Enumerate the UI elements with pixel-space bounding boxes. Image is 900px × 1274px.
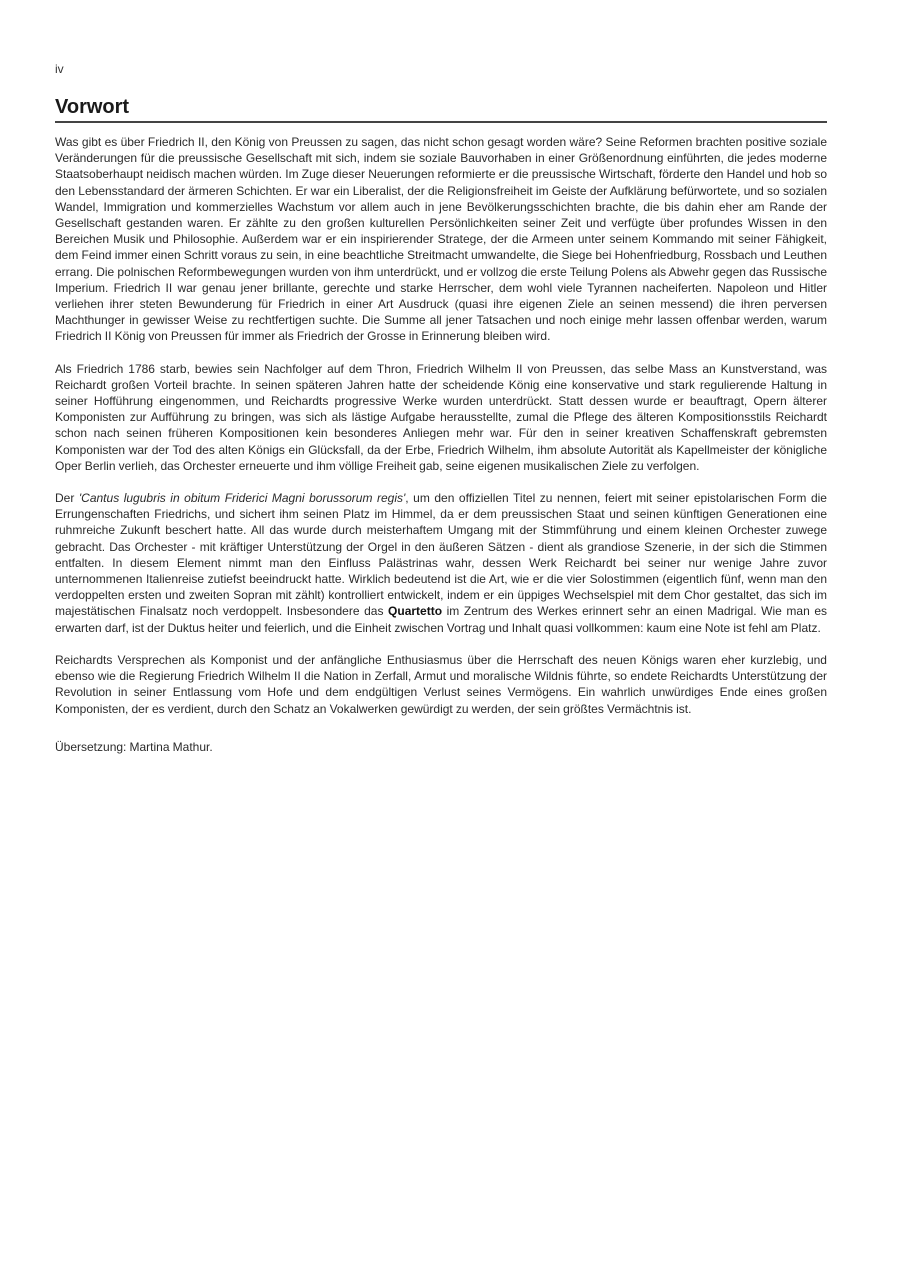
content-body (55, 134, 827, 771)
cantus-intro-text: Der (55, 491, 79, 506)
cantus-closing-text: im Zentrum des Werkes erinnert sehr an einen Madrigal. Wie man es erwarten darf, ist der Duktus heiter und feierlich, und die Einheit zwischen Vortrag und Inhalt quasi vollkommen: kaum eine Note ist fehl am Platz. (55, 604, 827, 635)
translation-credit: Übersetzung: Martina Mathur. (55, 739, 213, 754)
quartetto-term: Quartetto (388, 604, 443, 619)
page-number: iv (55, 62, 64, 76)
paragraph-reichardt-end: Reichardts Versprechen als Komponist und der anfängliche Enthusiasmus über die Herrschaft des neuen Königs waren eher kurzlebig, und ebenso wie die Regierung Friedrich Wilhelm II die Nation in Zerfall, Armut und moralische Wildnis führte, so endete Reichardts Unterstützung der Revolution in seiner Entlassung vom Hofe und dem endgültigen Verlust seines Vermögens. Ein wahrlich unwürdiges Ende eines großen Komponisten, der es verdient, durch den Schatz an Vokalwerken gewürdigt zu werden, der sein größtes Vermächtnis ist. (55, 652, 827, 716)
page-title: Vorwort (55, 95, 827, 123)
paragraph-succession: Als Friedrich 1786 starb, bewies sein Nachfolger auf dem Thron, Friedrich Wilhelm II von Preussen, das selbe Mass an Kunstverstand, was Reichardt großen Vorteil brachte. In seinen späteren Jahren hatte der scheidende König eine konservative und stark regulierende Haltung in seiner Hofführung eingenommen, und Reichardts progressive Werke wurden unterdrückt. Statt dessen wurde er beauftragt, Opern älterer Komponisten zur Aufführung zu bringen, was sich als lästige Aufgabe herausstellte, zumal die Pflege des älteren Kompositionsstils Reichardt schon nach seinen früheren Kompositionen kein besonderes Anliegen mehr war. Für den in seiner kreativen Schaffenskraft gebremsten Komponisten war der Tod des alten Königs ein Glücksfall, da der Erbe, Friedrich Wilhelm, ihm absolute Autorität als Kapellmeister der königliche Oper Berlin verlieh, das Orchester erneuerte und ihm völlige Freiheit gab, seine eigenen musikalischen Ziele zu verfolgen. (55, 361, 827, 473)
paragraph-cantus (55, 490, 827, 636)
paragraph-friedrich-ii: Was gibt es über Friedrich II, den König von Preussen zu sagen, das nicht schon gesagt worden wäre? Seine Reformen brachten positive soziale Veränderungen für die preussische Gesellschaft mit sich, indem sie soziale Bauvorhaben in einer Größenordnung einführten, die jedes moderne Staatsoberhaupt neidisch machen würden. Im Zuge dieser Neuerungen reformierte er die preussische Wirtschaft, förderte den Handel und hob so den Lebensstandard der ärmeren Schichten. Er war ein Liberalist, der die Religionsfreiheit im Geiste der Aufklärung befürwortete, und so sozialen Wandel, Immigration und kommerzielles Wachstum vor allem auch in jene Bevölkerungsschichten brachte, die bis dahin eher am Rande der Gesellschaft gestanden waren. Er zählte zu den großen kulturellen Persönlichkeiten seiner Zeit und verfügte über profundes Wissen in den Bereichen Musik und Philosophie. Außerdem war er ein inspirierender Stratege, der die Armeen unter seinem Kommando mit seiner Fähigkeit, dem Feind immer einen Schritt voraus zu sein, in eine beachtliche Streitmacht umwandelte, die Siege bei Hohenfriedburg, Rossbach und Leuthen errang. Die polnischen Reformbewegungen wurden von ihm unterdrückt, und er vollzog die erste Teilung Polens als Abwehr gegen das Russische Imperium. Friedrich II war genau jener brillante, gerechte und starke Herrscher, dem wohl viele Tyrannen nacheiferten. Napoleon und Hitler verliehen ihrer steten Bewunderung für Friedrich in einer Art Ausdruck (quasi ihre eigenen Ziele an seinen messend) die ihren perversen Machthunger in gewisser Weise zu rechtfertigen suchte. Die Summe all jener Tatsachen und noch einige mehr lassen offenbar werden, warum Friedrich II König von Preussen für immer als Friedrich der Grosse in Erinnerung bleiben wird. (55, 135, 827, 344)
cantus-body-text: , um den offiziellen Titel zu nennen, feiert mit seiner epistolarischen Form die Errungenschaften Friedrichs, und sichert ihm seinen Platz im Himmel, da er dem preussischen Staat und seinen künftigen Generationen eine ruhmreiche Zukunft beschert hatte. All das wurde durch meisterhaftem Umgang mit der Stimmführung und einem kleinen Orchester zuwege gebracht. Das Orchester - mit kräftiger Unterstützung der Orgel in den äußeren Sätzen - dient als grandiose Szenerie, in der sich die Stimmen entfalten. In diesem Element nimmt man den Einfluss Palästrinas wahr, dessen Werk Reichardt bei seiner nur wenige Jahre zuvor unternommenen Italienreise zutiefst beeindruckt hatte. Wirklich bedeutend ist die Art, wie er die vier Solostimmen (eigentlich fünf, wenn man den verdoppelten ersten und zweiten Sopran mit zählt) kontrolliert entwickelt, indem er ein üppiges Wechselspiel mit dem Chor gestaltet, das sich im majestätischen Finalsatz noch verdoppelt. Insbesondere das (55, 491, 827, 619)
work-title: 'Cantus lugubris in obitum Friderici Magni borussorum regis' (78, 491, 406, 506)
